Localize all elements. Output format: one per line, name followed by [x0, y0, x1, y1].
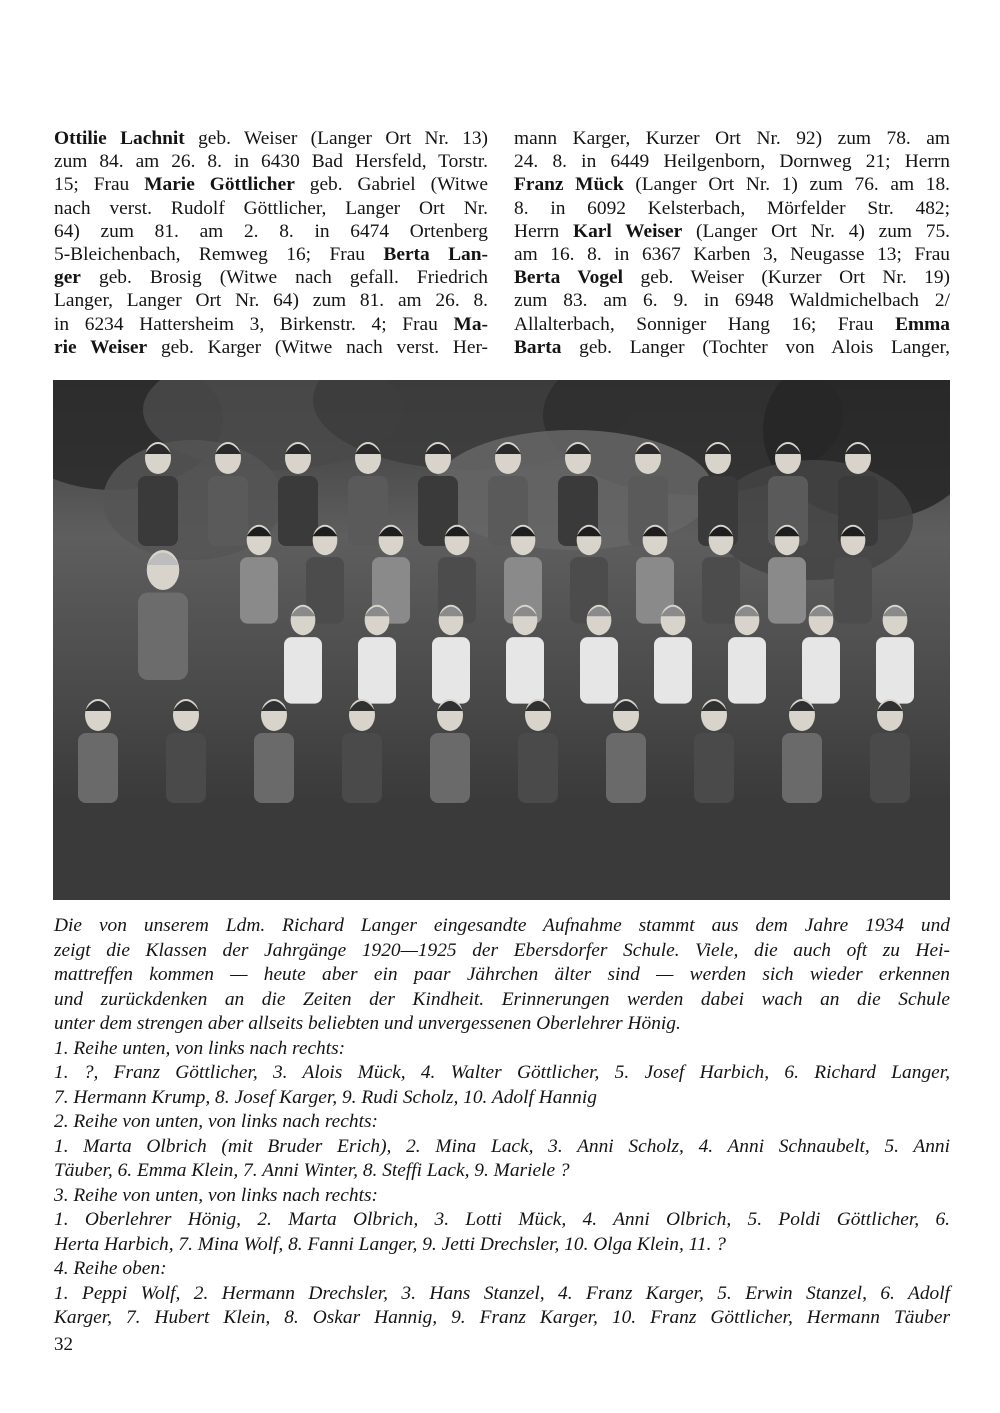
text-run: geb. Weiser (Kurzer Ort Nr. 19) — [623, 267, 950, 289]
second-row-person-hair — [883, 607, 908, 617]
caption-line: unter dem strengen aber allseits beliebten und unvergessenen Oberlehrer Hönig. — [54, 1013, 681, 1034]
top-row-person-body — [138, 476, 178, 546]
caption-line: Herta Harbich, 7. Mina Wolf, 8. Fanni Langer, 9. Jetti Drechsler, 10. Olga Klein, 11. ? — [54, 1233, 726, 1255]
right_column-line — [514, 127, 950, 150]
second-row-person-body — [654, 637, 692, 704]
bold-name: Ma- — [453, 313, 488, 335]
text-run: geb. Gabriel (Witwe — [294, 174, 488, 196]
bottom-row-person-hair — [613, 701, 639, 711]
left_column-line — [54, 127, 488, 150]
text-run: geb. Langer (Tochter von Alois Langer, — [561, 336, 950, 358]
text-run: 15; Frau — [54, 174, 145, 196]
bold-name: Ottilie Lachnit — [54, 128, 185, 149]
text-run: 5-Bleichenbach, Remweg 16; Frau — [54, 244, 384, 266]
bold-name: Marie Göttlicher — [144, 174, 295, 196]
top-row-person-body — [278, 476, 318, 546]
left_column-line — [54, 336, 488, 359]
third-row-person-body — [240, 557, 278, 624]
left_column-line — [54, 197, 488, 220]
bottom-row-person-hair — [701, 701, 727, 711]
bold-name: Berta Lan- — [383, 244, 488, 266]
bold-name: Emma — [895, 313, 950, 335]
bottom-row-person-hair — [85, 701, 111, 711]
caption-line: zeigt die Klassen der Jahrgänge 1920—1925 der Ebersdorfer Schule. Viele, die auch oft zu Hei- — [54, 939, 950, 961]
left_column-line — [54, 150, 488, 173]
right_column-line — [514, 266, 950, 289]
page-number: 32 — [54, 1334, 73, 1355]
bold-name: rie Weiser — [54, 336, 148, 358]
second-row-person-body — [506, 637, 544, 704]
second-row-person-hair — [809, 607, 834, 617]
right_column-line — [514, 220, 950, 243]
left_column-line — [54, 313, 488, 336]
caption-line: Täuber, 6. Emma Klein, 7. Anni Winter, 8. Steffi Lack, 9. Mariele ? — [54, 1160, 570, 1181]
left_column-line — [54, 243, 488, 266]
caption-line: und zurückdenken an die Zeiten der Kindheit. Erinnerungen werden dabei wach an die Schule — [54, 988, 950, 1010]
text-run: zum 83. am 6. 9. in 6948 Waldmichelbach 2/ — [514, 290, 950, 312]
caption-line: mattreffen kommen — heute aber ein paar Jährchen älter sind — werden sich wieder erkennen — [54, 964, 950, 985]
third-row-person-body — [702, 557, 740, 624]
bold-name: Berta Vogel — [514, 267, 624, 289]
text-run: 64) zum 81. am 2. 8. in 6474 Ortenberg — [54, 220, 488, 242]
right_column-line — [514, 313, 950, 336]
bottom-row-person-body — [518, 733, 558, 803]
photo-caption — [54, 914, 950, 1331]
right_column-line — [514, 336, 950, 359]
second-row-person-body — [802, 637, 840, 704]
right_column-line — [514, 197, 950, 220]
left_column-line — [54, 173, 488, 196]
second-row-person-body — [728, 637, 766, 704]
text-run: (Langer Ort Nr. 4) zum 75. — [682, 220, 951, 242]
bottom-row-person-body — [694, 733, 734, 803]
bottom-row-person-hair — [261, 701, 287, 711]
text-run: Langer, Langer Ort Nr. 64) zum 81. am 26. 8. — [54, 290, 488, 312]
left_column-line — [54, 220, 488, 243]
second-row-person-body — [876, 637, 914, 704]
right_column-line — [514, 150, 950, 173]
left_column-line — [54, 289, 488, 312]
text-run: mann Karger, Kurzer Ort Nr. 92) zum 78. am — [514, 128, 950, 149]
caption-line: 3. Reihe von unten, von links nach rechts: — [54, 1184, 378, 1206]
bold-name: Karl Weiser — [572, 220, 683, 242]
bottom-row-person-body — [430, 733, 470, 803]
text-run: geb. Karger (Witwe nach verst. Her- — [147, 336, 488, 358]
third-row-person-body — [834, 557, 872, 624]
right-text-column — [514, 127, 950, 359]
right_column-line — [514, 173, 950, 196]
bottom-row-person-body — [254, 733, 294, 803]
bold-name: ger — [54, 267, 81, 289]
foliage — [713, 460, 913, 580]
caption-line: 7. Hermann Krump, 8. Josef Karger, 9. Rudi Scholz, 10. Adolf Hannig — [54, 1086, 597, 1108]
third-row-person-body — [768, 557, 806, 624]
text-run: am 16. 8. in 6367 Karben 3, Neugasse 13; Frau — [514, 244, 950, 266]
caption-line: Die von unserem Ldm. Richard Langer eingesandte Aufnahme stammt aus dem Jahre 1934 und — [54, 915, 950, 936]
bottom-row-person-body — [870, 733, 910, 803]
second-row-person-body — [358, 637, 396, 704]
bottom-row-person-hair — [173, 701, 199, 711]
caption-line: Karger, 7. Hubert Klein, 8. Oskar Hannig, 9. Franz Karger, 10. Franz Göttlicher, Hermann Täuber — [54, 1307, 950, 1328]
text-run: nach verst. Rudolf Göttlicher, Langer Ort Nr. — [54, 197, 488, 219]
text-run: Allalterbach, Sonniger Hang 16; Frau — [514, 313, 896, 335]
second-row-person-body — [432, 637, 470, 704]
caption-line: 1. ?, Franz Göttlicher, 3. Alois Mück, 4. Walter Göttlicher, 5. Josef Harbich, 6. Richard Langer, — [54, 1062, 950, 1083]
bottom-row-person-body — [342, 733, 382, 803]
text-run: (Langer Ort Nr. 1) zum 76. am 18. — [623, 174, 950, 196]
bold-name: Franz Mück — [514, 174, 624, 196]
caption-line: 1. Peppi Wolf, 2. Hermann Drechsler, 3. Hans Stanzel, 4. Franz Karger, 5. Erwin Stanzel, 6. Adolf — [54, 1282, 950, 1304]
second-row-person-body — [284, 637, 322, 704]
text-run: 8. in 6092 Kelsterbach, Mörfelder Str. 482; — [514, 197, 950, 219]
caption-line: 4. Reihe oben: — [54, 1258, 167, 1279]
bottom-row-person-body — [78, 733, 118, 803]
text-run: zum 84. am 26. 8. in 6430 Bad Hersfeld, Torstr. — [54, 151, 488, 173]
grass — [53, 800, 950, 900]
bottom-row-person-body — [606, 733, 646, 803]
top-row-person-body — [208, 476, 248, 546]
text-run: Herrn — [514, 220, 573, 242]
class-photo-1934 — [53, 380, 950, 900]
left_column-line — [54, 266, 488, 289]
text-run: in 6234 Hattersheim 3, Birkenstr. 4; Frau — [54, 313, 454, 335]
second-row-person-body — [580, 637, 618, 704]
bottom-row-person-body — [782, 733, 822, 803]
text-run: geb. Weiser (Langer Ort Nr. 13) — [184, 128, 488, 149]
caption-line: 1. Marta Olbrich (mit Bruder Erich), 2. Mina Lack, 3. Anni Scholz, 4. Anni Schnaubelt, 5. Anni — [54, 1135, 950, 1157]
bold-name: Barta — [514, 336, 562, 358]
left-text-column — [54, 127, 488, 359]
caption-line: 1. Oberlehrer Hönig, 2. Marta Olbrich, 3. Lotti Mück, 4. Anni Olbrich, 5. Poldi Göttlicher, 6. — [54, 1209, 950, 1230]
caption-line: 2. Reihe von unten, von links nach rechts: — [54, 1111, 378, 1132]
right_column-line — [514, 243, 950, 266]
class-photo-illustration — [53, 380, 950, 900]
text-run: 24. 8. in 6449 Heilgenborn, Dornweg 21; Herrn — [514, 151, 950, 173]
bottom-row-person-body — [166, 733, 206, 803]
right_column-line — [514, 289, 950, 312]
teacher-body — [138, 593, 188, 681]
text-run: geb. Brosig (Witwe nach gefall. Friedrich — [80, 267, 488, 289]
caption-line: 1. Reihe unten, von links nach rechts: — [54, 1037, 346, 1059]
